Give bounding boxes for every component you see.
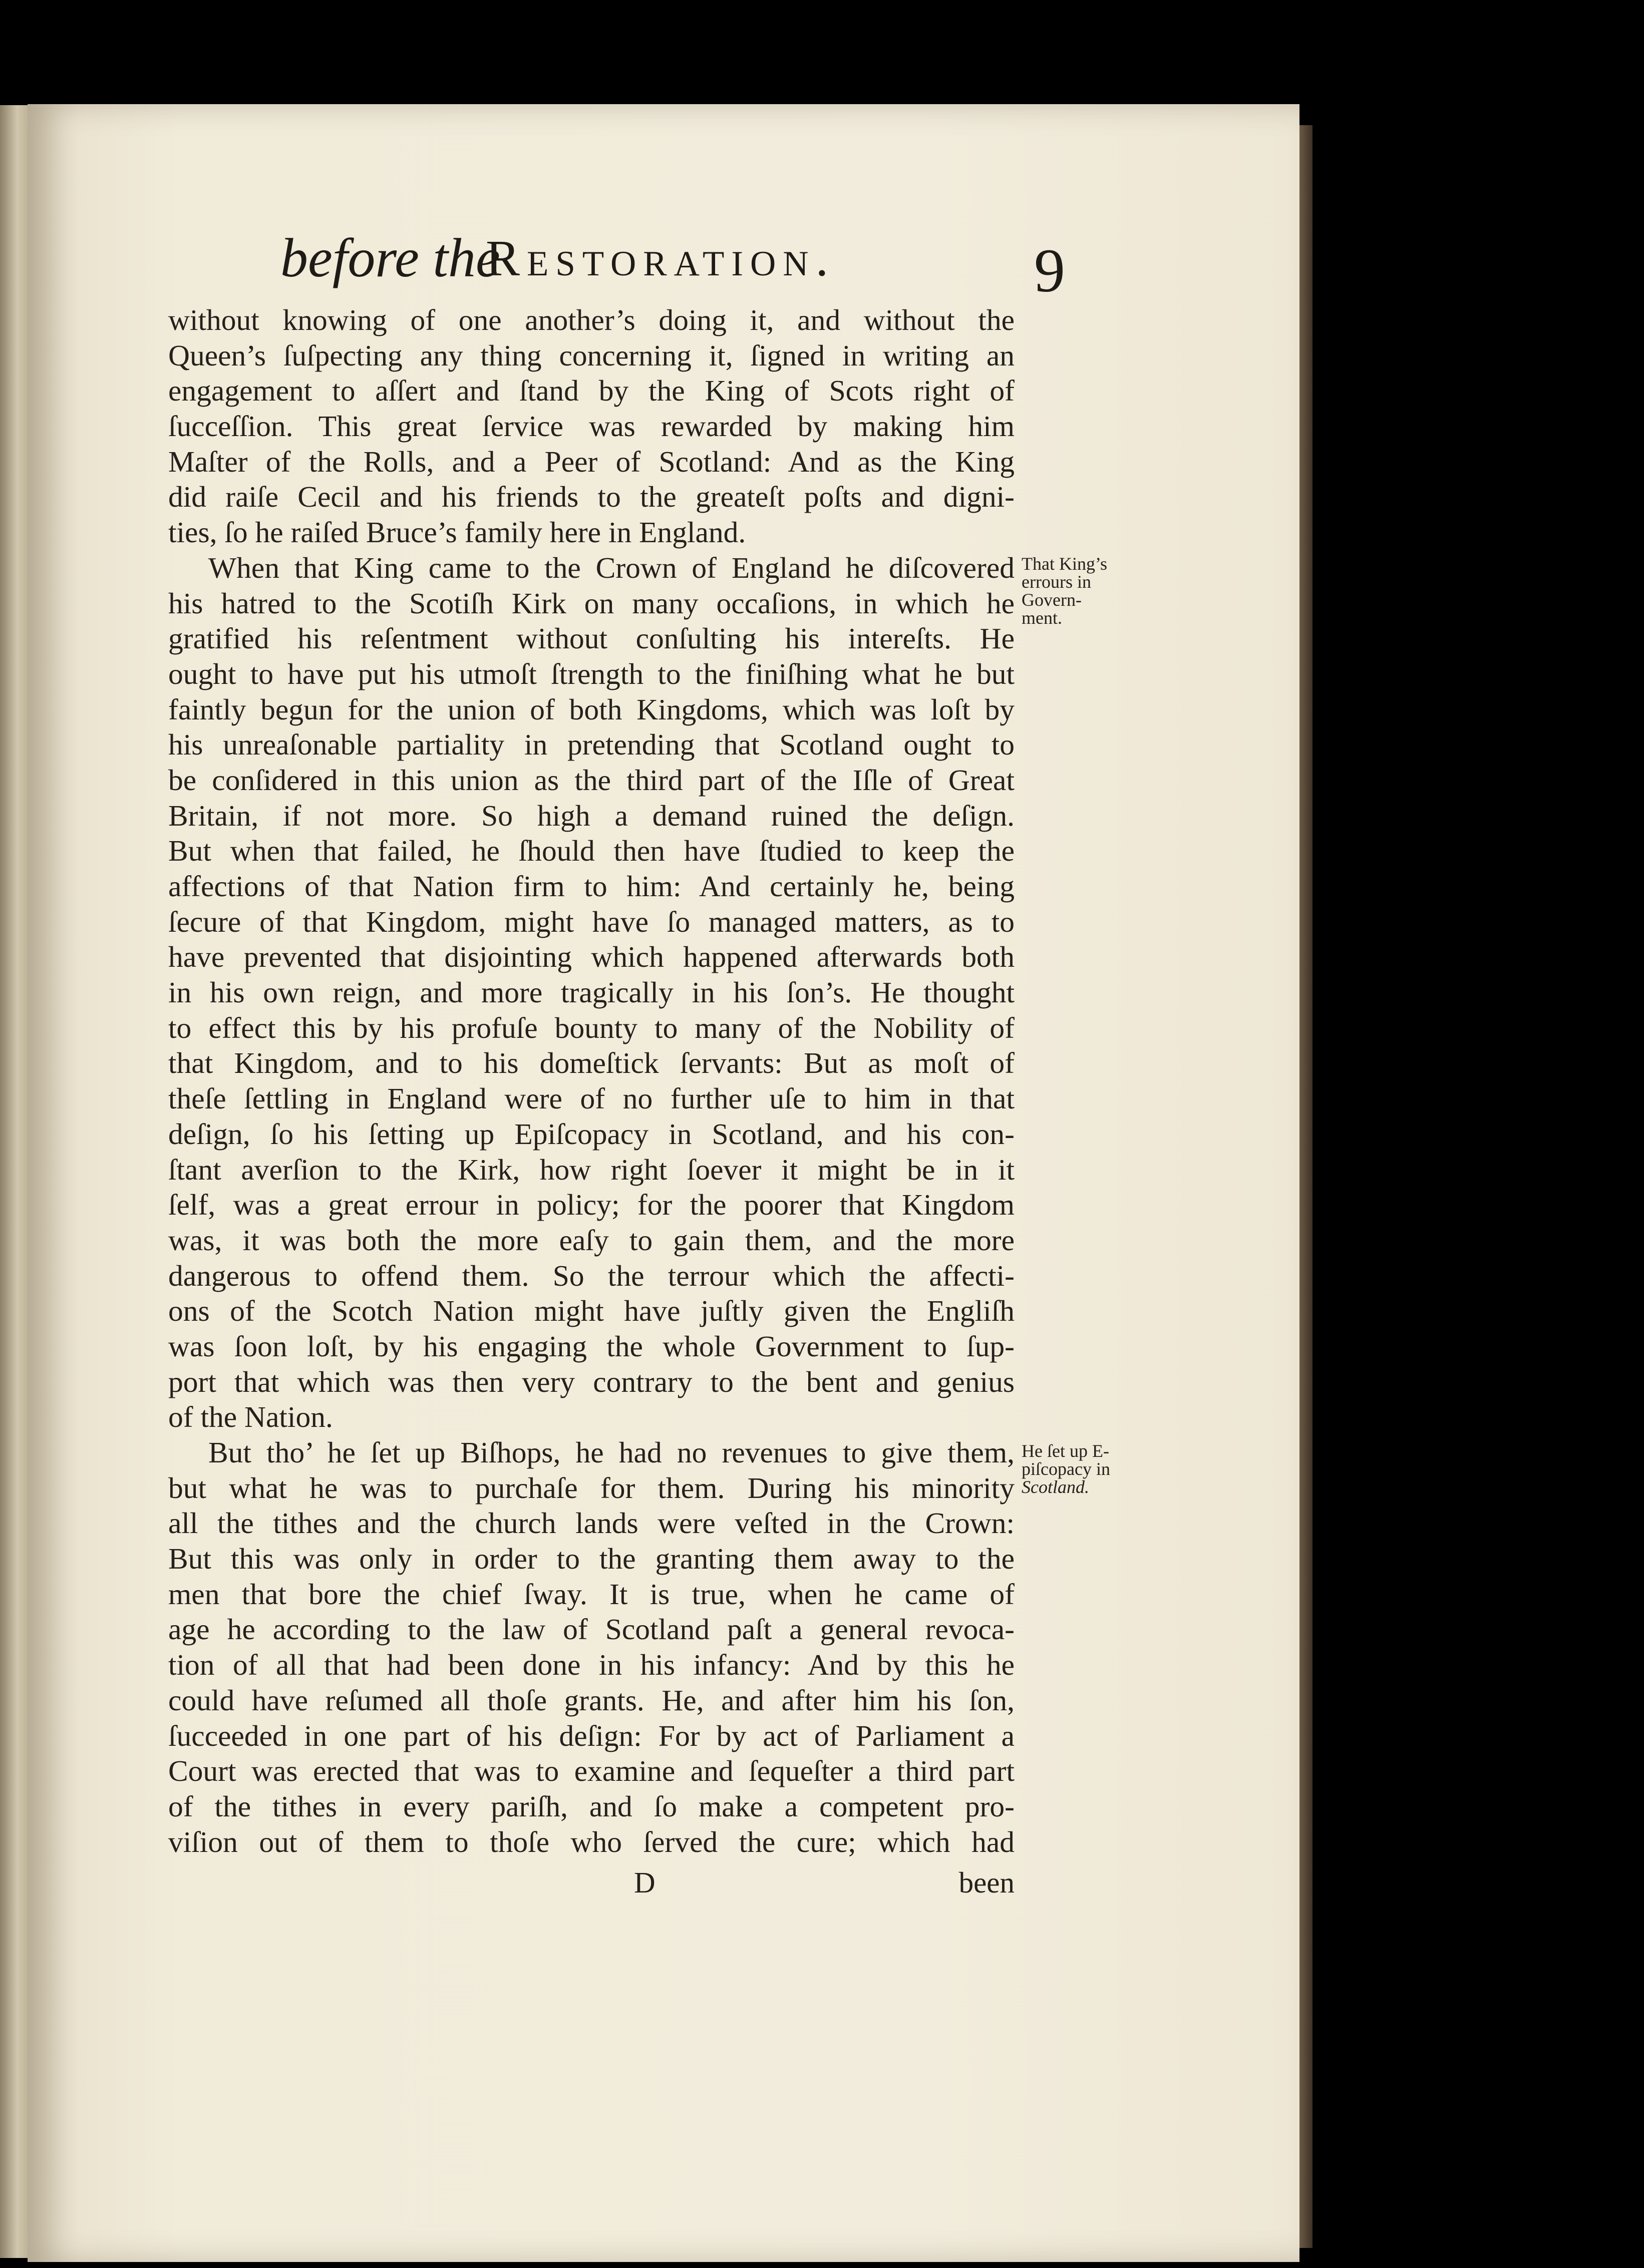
text-line: viſion out of them to thoſe who ſerved the cure; which had (168, 1825, 1015, 1858)
text-line: tion of all that had been done in his infancy: And by this he (168, 1648, 1015, 1682)
margin-note-line: That King’s (1022, 554, 1107, 574)
text-line: ons of the Scotch Nation might have juſtly given the Engliſh (168, 1294, 1015, 1328)
margin-note-line: Govern- (1022, 590, 1082, 610)
text-line: ſelf, was a great errour in policy; for the poorer that Kingdom (168, 1188, 1015, 1222)
margin-note-line: errours in (1022, 572, 1091, 592)
body-text (168, 302, 1015, 1859)
text-line: all the tithes and the church lands were veſted in the Crown: (168, 1506, 1015, 1540)
text-line: ſucceſſion. This great ſervice was rewarded by making him (168, 410, 1015, 443)
text-line: ſecure of that Kingdom, might have ſo managed matters, as to (168, 905, 1015, 938)
margin-note-line: Scotland. (1022, 1477, 1089, 1497)
text-line: without knowing of one another’s doing it, and without the (168, 303, 1015, 336)
text-line: Court was erected that was to examine and ſequeſter a third part (168, 1754, 1015, 1788)
text-line: men that bore the chief ſway. It is true, when he came of (168, 1577, 1015, 1611)
text-line: But when that failed, he ſhould then have ſtudied to keep the (168, 834, 1015, 868)
running-head-italic: before the (280, 227, 500, 288)
text-line: ties, ſo he raiſed Bruce’s family here in England. (168, 516, 746, 549)
text-line: in his own reign, and more tragically in his ſon’s. He thought (168, 976, 1015, 1009)
text-line: Britain, if not more. So high a demand ruined the deſign. (168, 799, 1015, 832)
text-line: could have reſumed all thoſe grants. He, and after him his ſon, (168, 1683, 1015, 1717)
text-line: was ſoon loſt, by his engaging the whole Government to ſup- (168, 1329, 1015, 1363)
margin-note-line: piſcopacy in (1022, 1459, 1110, 1479)
text-line: his unreaſonable partiality in pretending that Scotland ought to (168, 728, 1015, 762)
page-number: 9 (1034, 236, 1065, 305)
text-line: But tho’ he ſet up Biſhops, he had no revenues to give them, (208, 1436, 1015, 1469)
running-head-caps: Restoration. (486, 230, 836, 287)
text-line: theſe ſettling in England were of no further uſe to him in that (168, 1082, 1015, 1115)
text-line: was, it was both the more eaſy to gain them, and the more (168, 1223, 1015, 1257)
text-line: When that King came to the Crown of England he diſcovered (208, 551, 1015, 584)
page-footer (168, 1865, 1015, 1901)
previous-page-edge (0, 105, 31, 2258)
text-line: ſucceeded in one part of his deſign: For by act of Parliament a (168, 1719, 1015, 1752)
margin-note-episcopacy (1022, 1442, 1152, 1496)
text-line: that Kingdom, and to his domeſtick ſervants: But as moſt of (168, 1046, 1015, 1080)
page-fore-edge (1299, 125, 1312, 2248)
margin-note-line: He ſet up E- (1022, 1441, 1109, 1461)
text-line: but what he was to purchaſe for them. During his minority (168, 1471, 1015, 1504)
text-line: of the Nation. (168, 1400, 333, 1434)
text-line: ſtant averſion to the Kirk, how right ſoever it might be in it (168, 1153, 1015, 1186)
text-line: Queen’s ſuſpecting any thing concerning it, ſigned in writing an (168, 338, 1015, 372)
margin-note-kings-errours (1022, 555, 1152, 627)
signature-mark: D (634, 1866, 655, 1899)
text-line: his hatred to the Scotiſh Kirk on many occaſions, in which he (168, 586, 1015, 620)
text-line: deſign, ſo his ſetting up Epiſcopacy in Scotland, and his con- (168, 1117, 1015, 1151)
text-line: port that which was then very contrary to the bent and genius (168, 1365, 1015, 1398)
text-line: affections of that Nation firm to him: And certainly he, being (168, 870, 1015, 903)
text-line: to effect this by his profuſe bounty to many of the Nobility of (168, 1011, 1015, 1044)
text-line: engagement to aſſert and ſtand by the King of Scots right of (168, 374, 1015, 408)
text-line: be conſidered in this union as the third part of the Iſle of Great (168, 763, 1015, 797)
text-line: gratified his reſentment without conſulting his intereſts. He (168, 622, 1015, 655)
text-line: did raiſe Cecil and his friends to the greateſt poſts and digni- (168, 480, 1015, 514)
text-line: Maſter of the Rolls, and a Peer of Scotland: And as the King (168, 445, 1015, 478)
text-line: But this was only in order to the granting them away to the (168, 1542, 1015, 1576)
text-line: dangerous to offend them. So the terrour which the affecti- (168, 1259, 1015, 1292)
catchword: been (958, 1866, 1015, 1899)
margin-note-line: ment. (1022, 608, 1062, 628)
text-line: have prevented that disjointing which happened afterwards both (168, 940, 1015, 974)
text-line: of the tithes in every pariſh, and ſo make a competent pro- (168, 1789, 1015, 1823)
text-line: ought to have put his utmoſt ſtrength to the finiſhing what he but (168, 657, 1015, 690)
running-head (250, 220, 1227, 290)
text-line: faintly begun for the union of both Kingdoms, which was loſt by (168, 692, 1015, 726)
text-line: age he according to the law of Scotland paſt a general revoca- (168, 1613, 1015, 1646)
